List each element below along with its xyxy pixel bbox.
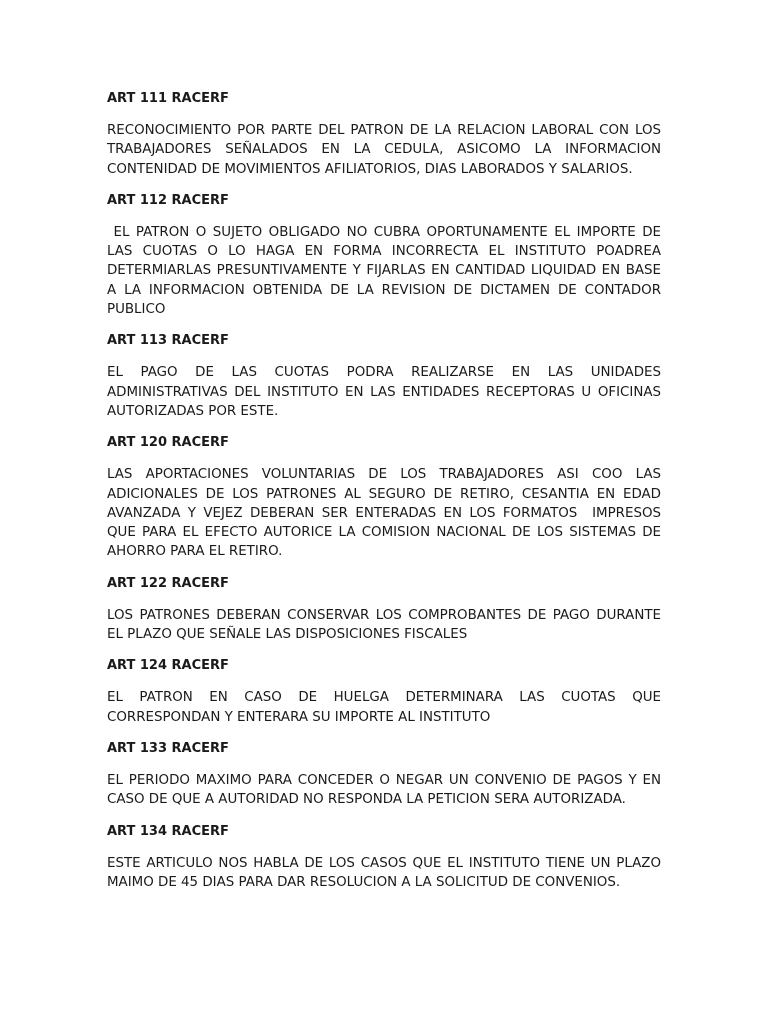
article-text: EL PAGO DE LAS CUOTAS PODRA REALIZARSE EN LAS UNIDADES ADMINISTRATIVAS DEL INSTITUTO EN LAS ENTIDADES RECEPTORAS U OFICINAS AUTORIZADAS POR ESTE. xyxy=(107,365,666,419)
article-heading: ART 112 RACERF xyxy=(107,192,229,208)
document-page xyxy=(107,89,666,904)
article-124 xyxy=(107,656,666,727)
article-text: EL PATRON EN CASO DE HUELGA DETERMINARA LAS CUOTAS QUE CORRESPONDAN Y ENTERARA SU IMPORTE AL INSTITUTO xyxy=(107,690,666,725)
article-113 xyxy=(107,331,666,421)
article-text: EL PATRON O SUJETO OBLIGADO NO CUBRA OPORTUNAMENTE EL IMPORTE DE LAS CUOTAS O LO HAGA EN FORMA INCORRECTA EL INSTITUTO POADREA DETERMIARLAS PRESUNTIVAMENTE Y FIJARLAS EN CANTIDAD LIQUIDAD EN BASE A LA INFORMACION OBTENIDA DE LA REVISION DE DICTAMEN DE CONTADOR PUBLICO xyxy=(107,224,666,318)
article-text: EL PERIODO MAXIMO PARA CONCEDER O NEGAR UN CONVENIO DE PAGOS Y EN CASO DE QUE A AUTORIDAD NO RESPONDA LA PETICION SERA AUTORIZADA. xyxy=(107,772,666,808)
article-heading: ART 122 RACERF xyxy=(107,575,229,591)
article-heading: ART 124 RACERF xyxy=(107,658,229,674)
article-heading: ART 134 RACERF xyxy=(107,823,229,839)
article-heading: ART 111 RACERF xyxy=(107,91,229,106)
article-heading: ART 120 RACERF xyxy=(107,435,229,451)
article-112 xyxy=(107,191,666,319)
article-122 xyxy=(107,574,666,645)
article-133 xyxy=(107,739,666,810)
article-120 xyxy=(107,433,666,561)
article-text: LOS PATRONES DEBERAN CONSERVAR LOS COMPROBANTES DE PAGO DURANTE EL PLAZO QUE SEÑALE LAS DISPOSICIONES FISCALES xyxy=(107,607,666,643)
article-134 xyxy=(107,822,666,893)
article-111 xyxy=(107,89,666,179)
article-heading: ART 113 RACERF xyxy=(107,333,229,349)
article-text: ESTE ARTICULO NOS HABLA DE LOS CASOS QUE EL INSTITUTO TIENE UN PLAZO MAIMO DE 45 DIAS PARA DAR RESOLUCION A LA SOLICITUD DE CONVENIOS. xyxy=(107,855,666,890)
article-heading: ART 133 RACERF xyxy=(107,740,229,756)
article-text: LAS APORTACIONES VOLUNTARIAS DE LOS TRABAJADORES ASI COO LAS ADICIONALES DE LOS PATRONES AL SEGURO DE RETIRO, CESANTIA EN EDAD AVANZADA Y VEJEZ DEBERAN SER ENTERADAS EN LOS FORMATOS IMPRESOS QUE PARA EL EFECTO AUTORICE LA COMISION NACIONAL DE LOS SISTEMAS DE AHORRO PARA EL RETIRO. xyxy=(107,467,666,560)
article-text: RECONOCIMIENTO POR PARTE DEL PATRON DE LA RELACION LABORAL CON LOS TRABAJADORES SEÑALADOS EN LA CEDULA, ASICOMO LA INFORMACION CONTENIDAD DE MOVIMIENTOS AFILIATORIOS, DIAS LABORADOS Y SALARIOS. xyxy=(107,123,666,177)
